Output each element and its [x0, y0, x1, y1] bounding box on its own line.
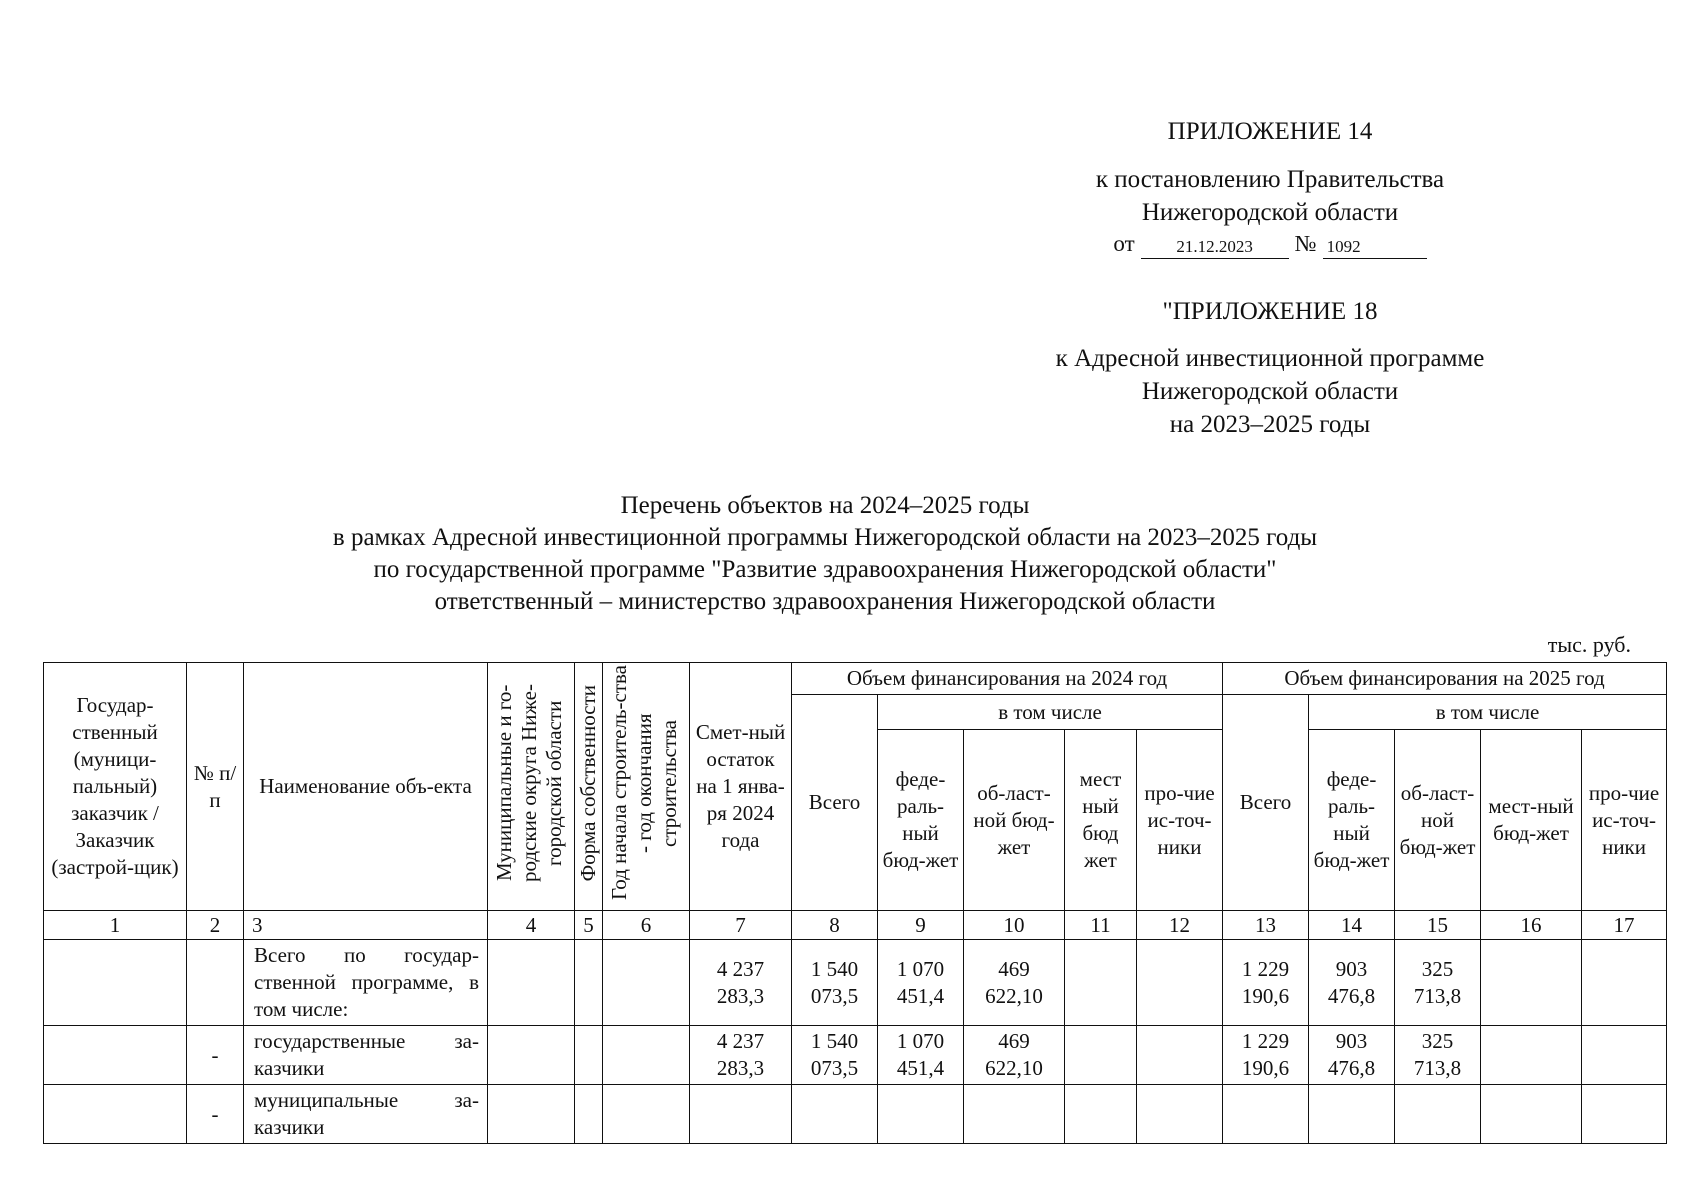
program-line-1: к Адресной инвестиционной программе	[1055, 345, 1485, 372]
col-number: 3	[244, 911, 488, 940]
appendix-14-title: ПРИЛОЖЕНИЕ 14	[1167, 118, 1373, 145]
cell-ownership	[575, 1026, 603, 1085]
col-number: 2	[187, 911, 244, 940]
header-ownership-text: Форма собственности	[575, 684, 600, 882]
col-number: 14	[1309, 911, 1395, 940]
header-total-2024: Всего	[792, 695, 878, 911]
cell-districts	[488, 1085, 575, 1144]
col-number: 6	[603, 911, 690, 940]
header-local-2024: мест ный бюд жет	[1065, 730, 1137, 911]
table-row-program-total	[44, 940, 1667, 1026]
header-regional-2024: об-ласт-ной бюд-жет	[964, 730, 1065, 911]
col-number: 8	[792, 911, 878, 940]
cell-customer	[44, 1085, 187, 1144]
decree-number: 1092	[1323, 236, 1427, 259]
cell-federal-2025	[1309, 1085, 1395, 1144]
decree-date: 21.12.2023	[1141, 236, 1289, 259]
title-line-3: по государственной программе "Развитие здравоохранения Нижегородской области"	[373, 556, 1277, 583]
cell-other-2025	[1582, 1085, 1667, 1144]
cell-object-name: Всего по государ-ственной программе, в том числе:	[244, 940, 488, 1026]
cell-federal-2024: 1 070 451,4	[878, 1026, 964, 1085]
header-years-text: Год начала строитель-ства - год окончания строительства	[607, 665, 681, 901]
cell-local-2024	[1065, 940, 1137, 1026]
cell-other-2024	[1137, 1026, 1223, 1085]
title-line-2: в рамках Адресной инвестиционной программы Нижегородской области на 2023–2025 годы	[332, 524, 1318, 551]
header-federal-2025: феде-раль-ный бюд-жет	[1309, 730, 1395, 911]
cell-local-2025	[1481, 940, 1582, 1026]
cell-regional-2025: 325 713,8	[1395, 940, 1481, 1026]
cell-remainder: 4 237 283,3	[690, 940, 792, 1026]
header-federal-2024: феде-раль-ный бюд-жет	[878, 730, 964, 911]
cell-total-2024: 1 540 073,5	[792, 1026, 878, 1085]
number-sign: №	[1294, 231, 1317, 256]
col-number: 9	[878, 911, 964, 940]
cell-ownership	[575, 940, 603, 1026]
cell-number: -	[187, 1085, 244, 1144]
header-financing-2024: Объем финансирования на 2024 год	[792, 663, 1223, 695]
cell-other-2025	[1582, 1026, 1667, 1085]
cell-total-2024: 1 540 073,5	[792, 940, 878, 1026]
col-number: 15	[1395, 911, 1481, 940]
table-row-municipal-customers	[44, 1085, 1667, 1144]
cell-ownership	[575, 1085, 603, 1144]
cell-federal-2024: 1 070 451,4	[878, 940, 964, 1026]
cell-federal-2025: 903 476,8	[1309, 1026, 1395, 1085]
col-number: 10	[964, 911, 1065, 940]
cell-districts	[488, 1026, 575, 1085]
cell-local-2024	[1065, 1026, 1137, 1085]
cell-object-name: муниципальные за-казчики	[244, 1085, 488, 1144]
decree-line-1: к постановлению Правительства	[1095, 166, 1445, 193]
col-number: 4	[488, 911, 575, 940]
cell-total-2025	[1223, 1085, 1309, 1144]
col-number: 17	[1582, 911, 1667, 940]
objects-table	[43, 662, 1667, 1144]
table-row-state-customers	[44, 1026, 1667, 1085]
decree-date-line	[1000, 229, 1540, 259]
cell-other-2024	[1137, 1085, 1223, 1144]
cell-local-2025	[1481, 1026, 1582, 1085]
header-row-1	[44, 663, 1667, 695]
cell-other-2025	[1582, 940, 1667, 1026]
header-other-2024: про-чие ис-точ-ники	[1137, 730, 1223, 911]
cell-local-2024	[1065, 1085, 1137, 1144]
cell-other-2024	[1137, 940, 1223, 1026]
date-prefix: от	[1113, 231, 1135, 256]
title-line-4: ответственный – министерство здравоохранения Нижегородской области	[434, 588, 1216, 615]
cell-regional-2024: 469 622,10	[964, 1026, 1065, 1085]
header-other-2025: про-чие ис-точ-ники	[1582, 730, 1667, 911]
header-number: № п/п	[187, 663, 244, 911]
cell-regional-2025: 325 713,8	[1395, 1026, 1481, 1085]
cell-federal-2024	[878, 1085, 964, 1144]
cell-years	[603, 1026, 690, 1085]
header-remainder: Смет-ный остаток на 1 янва-ря 2024 года	[690, 663, 792, 911]
col-number: 1	[44, 911, 187, 940]
cell-total-2025: 1 229 190,6	[1223, 940, 1309, 1026]
cell-districts	[488, 940, 575, 1026]
cell-total-2024	[792, 1085, 878, 1144]
cell-object-name: государственные за-казчики	[244, 1026, 488, 1085]
col-number: 5	[575, 911, 603, 940]
header-customer: Государ-ственный (муници-пальный) заказчик / Заказчик (застрой-щик)	[44, 663, 187, 911]
appendix-18-title: "ПРИЛОЖЕНИЕ 18	[1162, 298, 1378, 325]
cell-total-2025: 1 229 190,6	[1223, 1026, 1309, 1085]
header-districts	[488, 663, 575, 911]
col-number: 16	[1481, 911, 1582, 940]
header-regional-2025: об-ласт-ной бюд-жет	[1395, 730, 1481, 911]
header-years	[603, 663, 690, 911]
cell-years	[603, 940, 690, 1026]
column-numbers-row	[44, 911, 1667, 940]
cell-remainder	[690, 1085, 792, 1144]
program-line-2: Нижегородской области	[1141, 378, 1399, 405]
header-ownership	[575, 663, 603, 911]
header-total-2025: Всего	[1223, 695, 1309, 911]
title-line-1: Перечень объектов на 2024–2025 годы	[620, 492, 1030, 519]
cell-number: -	[187, 1026, 244, 1085]
cell-number	[187, 940, 244, 1026]
cell-local-2025	[1481, 1085, 1582, 1144]
col-number: 7	[690, 911, 792, 940]
appendix-18-block	[1000, 295, 1540, 328]
col-number: 13	[1223, 911, 1309, 940]
header-financing-2025: Объем финансирования на 2025 год	[1223, 663, 1667, 695]
cell-regional-2025	[1395, 1085, 1481, 1144]
cell-regional-2024	[964, 1085, 1065, 1144]
currency-unit: тыс. руб.	[1547, 632, 1631, 657]
document-title	[230, 490, 1420, 618]
header-including-2025: в том числе	[1309, 695, 1667, 730]
decree-line-2: Нижегородской области	[1141, 199, 1399, 226]
cell-remainder: 4 237 283,3	[690, 1026, 792, 1085]
header-local-2025: мест-ный бюд-жет	[1481, 730, 1582, 911]
decree-block	[1000, 163, 1540, 259]
col-number: 11	[1065, 911, 1137, 940]
program-line-3: на 2023–2025 годы	[1169, 411, 1371, 438]
appendix-14-block	[1000, 115, 1540, 148]
header-districts-text: Муниципальные и го-родские округа Ниже-городской области	[492, 684, 566, 882]
cell-federal-2025: 903 476,8	[1309, 940, 1395, 1026]
program-block	[1000, 342, 1540, 441]
cell-regional-2024: 469 622,10	[964, 940, 1065, 1026]
cell-years	[603, 1085, 690, 1144]
col-number: 12	[1137, 911, 1223, 940]
header-including-2024: в том числе	[878, 695, 1223, 730]
cell-customer	[44, 940, 187, 1026]
cell-customer	[44, 1026, 187, 1085]
header-object-name: Наименование объ-екта	[244, 663, 488, 911]
